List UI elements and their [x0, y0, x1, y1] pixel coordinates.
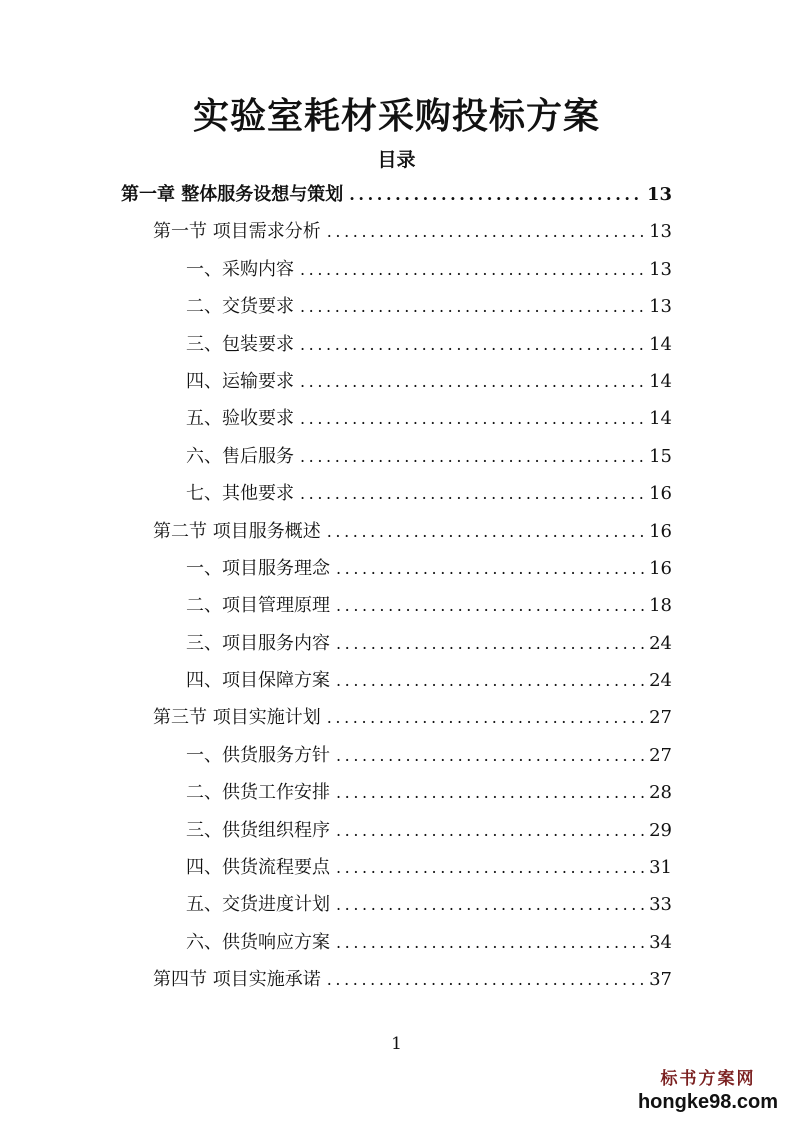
toc-entry-page: 14 — [649, 370, 672, 392]
toc-dot-leader — [300, 400, 645, 437]
toc-entry[interactable] — [0, 363, 793, 400]
toc-dot-leader — [300, 288, 645, 325]
toc-entry-page: 27 — [649, 744, 672, 766]
toc-dot-leader — [300, 326, 645, 363]
toc-entry[interactable] — [0, 699, 793, 736]
toc-entry[interactable] — [0, 774, 793, 811]
toc-entry[interactable] — [0, 400, 793, 437]
toc-entry[interactable] — [0, 924, 793, 961]
watermark-logo — [633, 1068, 783, 1114]
toc-entry[interactable] — [0, 812, 793, 849]
toc-entry-label: 四、项目保障方案 — [186, 670, 330, 692]
document-title: 实验室耗材采购投标方案 — [192, 95, 600, 137]
toc-entry[interactable] — [0, 513, 793, 550]
toc-entry-label: 五、验收要求 — [186, 408, 294, 430]
toc-entry-label: 三、供货组织程序 — [186, 819, 330, 841]
toc-dot-leader — [300, 251, 645, 288]
toc-entry-page: 33 — [649, 894, 672, 916]
toc-dot-leader — [336, 662, 645, 699]
toc-entry[interactable] — [0, 886, 793, 923]
toc-entry-page: 24 — [649, 632, 672, 654]
toc-entry-label: 四、供货流程要点 — [186, 857, 330, 879]
toc-entry[interactable] — [0, 961, 793, 998]
toc-entry[interactable] — [0, 438, 793, 475]
toc-entry-label: 第一章 整体服务设想与策划 — [121, 184, 344, 205]
toc-entry-label: 二、交货要求 — [186, 296, 294, 318]
toc-entry-label: 第一节 项目需求分析 — [153, 221, 321, 243]
toc-entry-label: 六、供货响应方案 — [186, 931, 330, 953]
toc-dot-leader — [336, 886, 645, 923]
toc-dot-leader — [300, 475, 645, 512]
toc-entry[interactable] — [0, 550, 793, 587]
toc-entry[interactable] — [0, 176, 793, 213]
toc-entry-label: 三、项目服务内容 — [186, 632, 330, 654]
toc-entry-label: 二、供货工作安排 — [186, 782, 330, 804]
watermark-url: hongke98.com — [637, 1091, 779, 1113]
toc-entry-page: 18 — [649, 595, 672, 617]
toc-entry-page: 28 — [649, 782, 672, 804]
toc-dot-leader — [336, 924, 645, 961]
toc-dot-leader — [336, 737, 645, 774]
toc-entry-label: 七、其他要求 — [186, 483, 294, 505]
toc-dot-leader — [327, 699, 645, 736]
toc-dot-leader — [300, 438, 645, 475]
toc-entry-page: 13 — [649, 296, 672, 318]
toc-entry[interactable] — [0, 475, 793, 512]
toc-entry[interactable] — [0, 625, 793, 662]
toc-entry-page: 13 — [649, 258, 672, 280]
toc-entry-page: 16 — [649, 557, 672, 579]
toc-dot-leader — [336, 587, 645, 624]
toc-entry-label: 二、项目管理原理 — [186, 595, 330, 617]
toc-entry[interactable] — [0, 213, 793, 250]
toc-entry-label: 三、包装要求 — [186, 333, 294, 355]
toc-entry-label: 一、采购内容 — [186, 258, 294, 280]
table-of-contents — [0, 176, 793, 999]
toc-entry[interactable] — [0, 849, 793, 886]
toc-entry-page: 34 — [649, 931, 672, 953]
toc-entry-label: 一、项目服务理念 — [186, 557, 330, 579]
toc-entry-label: 四、运输要求 — [186, 370, 294, 392]
page-number: 1 — [391, 1034, 402, 1054]
toc-entry[interactable] — [0, 662, 793, 699]
toc-dot-leader — [336, 849, 645, 886]
toc-dot-leader — [327, 213, 645, 250]
toc-entry-label: 一、供货服务方针 — [186, 744, 330, 766]
toc-entry-page: 37 — [649, 969, 672, 991]
toc-dot-leader — [336, 774, 645, 811]
toc-entry-page: 24 — [649, 670, 672, 692]
toc-entry[interactable] — [0, 251, 793, 288]
toc-entry[interactable] — [0, 326, 793, 363]
toc-entry-page: 15 — [649, 445, 672, 467]
toc-heading: 目录 — [377, 149, 416, 171]
toc-dot-leader — [336, 550, 645, 587]
toc-entry-page: 27 — [649, 707, 672, 729]
toc-dot-leader — [327, 961, 645, 998]
toc-dot-leader — [336, 625, 645, 662]
watermark-name: 标书方案网 — [660, 1069, 756, 1089]
toc-entry-label: 五、交货进度计划 — [186, 894, 330, 916]
toc-entry-page: 29 — [649, 819, 672, 841]
toc-entry-label: 第四节 项目实施承诺 — [153, 969, 321, 991]
toc-entry[interactable] — [0, 288, 793, 325]
toc-entry[interactable] — [0, 587, 793, 624]
toc-entry-label: 第二节 项目服务概述 — [153, 520, 321, 542]
toc-entry-label: 第三节 项目实施计划 — [153, 707, 321, 729]
toc-entry-page: 13 — [646, 184, 672, 205]
toc-dot-leader — [300, 363, 645, 400]
toc-entry-label: 六、售后服务 — [186, 445, 294, 467]
toc-entry-page: 14 — [649, 333, 672, 355]
toc-entry-page: 13 — [649, 221, 672, 243]
toc-entry-page: 16 — [649, 483, 672, 505]
toc-entry-page: 16 — [649, 520, 672, 542]
toc-entry[interactable] — [0, 737, 793, 774]
toc-entry-page: 14 — [649, 408, 672, 430]
toc-dot-leader — [327, 513, 645, 550]
toc-entry-page: 31 — [649, 857, 672, 879]
toc-dot-leader — [349, 176, 643, 213]
toc-dot-leader — [336, 812, 645, 849]
